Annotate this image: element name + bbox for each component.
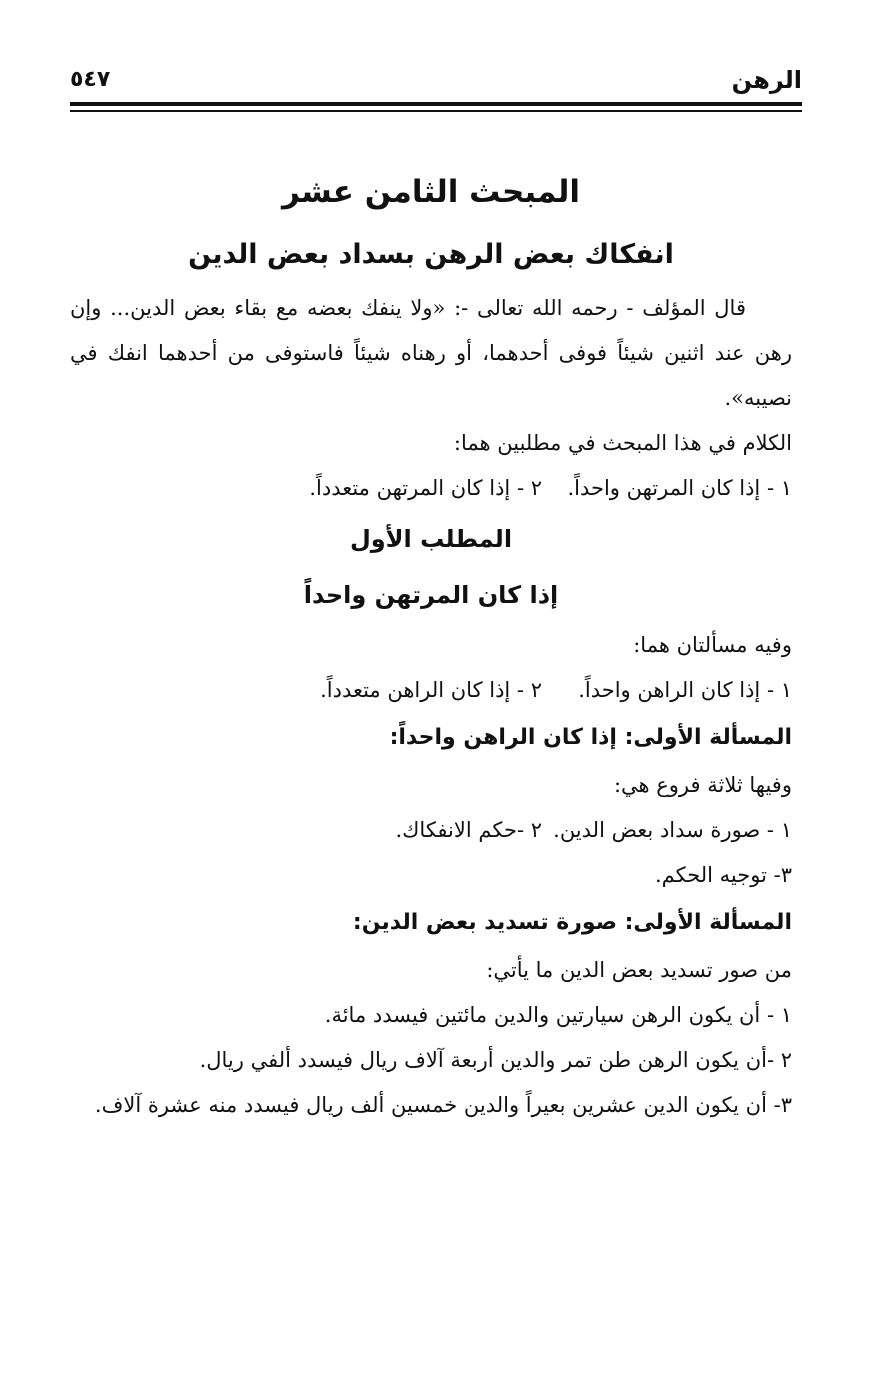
header-rule-thick <box>70 102 802 106</box>
furu-intro: وفيها ثلاثة فروع هي: <box>613 773 792 797</box>
list-item: ١ - صورة سداد بعض الدين. <box>553 818 792 842</box>
page-content <box>70 160 792 1128</box>
chapter-subtitle: انفكاك بعض الرهن بسداد بعض الدين <box>188 239 674 270</box>
masail-intro: وفيه مسألتان هما: <box>633 633 792 657</box>
page-header <box>70 64 802 102</box>
masail-items <box>70 668 792 713</box>
list-item: ٢ - إذا كان الراهن متعدداً. <box>320 678 542 702</box>
masala-sub-heading: المسألة الأولى: صورة تسديد بعض الدين: <box>352 910 792 935</box>
intro-items <box>70 466 792 511</box>
masala1-heading: المسألة الأولى: إذا كان الراهن واحداً: <box>389 725 792 750</box>
examples-intro: من صور تسديد بعض الدين ما يأتي: <box>486 958 792 982</box>
example-item: ١ - أن يكون الرهن سيارتين والدين مائتين فيسدد مائة. <box>324 1003 792 1027</box>
page-number: ٥٤٧ <box>70 67 111 92</box>
example-item: ٢ -أن يكون الرهن طن تمر والدين أربعة آلاف ريال فيسدد ألفي ريال. <box>199 1048 792 1072</box>
furu-items <box>70 808 792 853</box>
list-item: ٢ - إذا كان المرتهن متعدداً. <box>309 476 542 500</box>
matlab-subtitle: إذا كان المرتهن واحداً <box>303 581 559 609</box>
intro-text: الكلام في هذا المبحث في مطلبين هما: <box>453 431 792 455</box>
list-item: ١ - إذا كان الراهن واحداً. <box>578 678 792 702</box>
author-quote: قال المؤلف - رحمه الله تعالى -: «ولا ينفك بعضه مع بقاء بعض الدين... وإن رهن عند اثنين شيئاً فوفى أحدهما، أو رهناه شيئاً فاستوفى من أحدهما انفك في نصيبه». <box>70 296 792 410</box>
running-title: الرهن <box>731 66 802 94</box>
list-item: ٢ -حكم الانفكاك. <box>395 818 542 842</box>
example-item: ٣- أن يكون الدين عشرين بعيراً والدين خمسين ألف ريال فيسدد منه عشرة آلاف. <box>94 1093 792 1117</box>
list-item: ٣- توجيه الحكم. <box>654 863 792 887</box>
header-rule-thin <box>70 110 802 112</box>
chapter-title: المبحث الثامن عشر <box>281 174 581 210</box>
list-item: ١ - إذا كان المرتهن واحداً. <box>567 476 792 500</box>
matlab-title: المطلب الأول <box>349 525 513 553</box>
